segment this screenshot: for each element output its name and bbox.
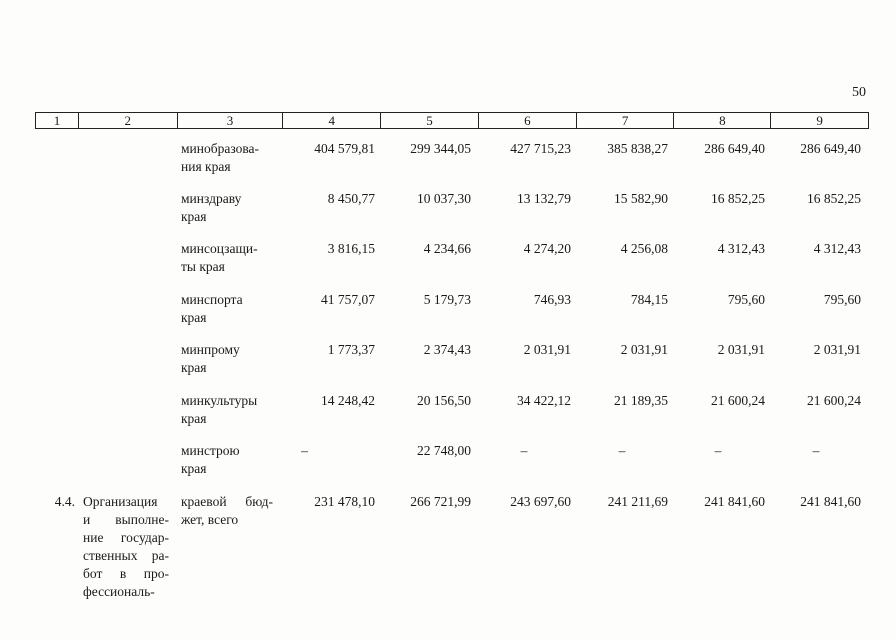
- value-cell: 34 422,12: [517, 393, 571, 408]
- value-cell: 22 748,00: [417, 443, 471, 458]
- header-cell: 7: [577, 113, 675, 128]
- header-cell: 9: [816, 113, 823, 128]
- row-label: минсоцзащи- ты края: [181, 241, 258, 274]
- value-cell: 241 211,69: [607, 494, 668, 509]
- value-cell: 4 256,08: [620, 241, 668, 256]
- value-cell: 746,93: [533, 292, 571, 307]
- row-label: минпрому края: [181, 342, 240, 375]
- row-label: минздраву края: [181, 191, 242, 224]
- value-cell: 21 600,24: [807, 393, 861, 408]
- value-cell: 404 579,81: [314, 141, 375, 156]
- header-cell: 1: [36, 113, 79, 128]
- value-cell: 784,15: [630, 292, 668, 307]
- row-label: минкультуры края: [181, 393, 258, 426]
- value-cell: –: [618, 443, 626, 458]
- value-cell: 41 757,07: [321, 292, 375, 307]
- value-cell: 10 037,30: [417, 191, 471, 206]
- value-cell: 4 234,66: [423, 241, 471, 256]
- value-cell: –: [301, 443, 308, 458]
- value-cell: –: [714, 443, 722, 458]
- header-cell: 8: [674, 113, 771, 128]
- value-cell: –: [812, 443, 820, 458]
- value-cell: 4 274,20: [523, 241, 571, 256]
- value-cell: 20 156,50: [417, 393, 471, 408]
- value-cell: 4 312,43: [717, 241, 765, 256]
- page-number: 50: [852, 85, 866, 100]
- value-cell: 241 841,60: [704, 494, 765, 509]
- value-cell: 286 649,40: [704, 141, 765, 156]
- value-cell: 795,60: [823, 292, 861, 307]
- table-header-row: [35, 112, 869, 129]
- value-cell: 427 715,23: [510, 141, 571, 156]
- row-label: минстрою края: [181, 443, 240, 476]
- value-cell: 266 721,99: [410, 494, 471, 509]
- value-cell: 13 132,79: [517, 191, 571, 206]
- value-cell: 16 852,25: [711, 191, 765, 206]
- value-cell: 14 248,42: [321, 393, 375, 408]
- row-label: минобразова- ния края: [181, 141, 260, 174]
- section-number: 4.4.: [54, 494, 75, 509]
- value-cell: 2 031,91: [620, 342, 668, 357]
- value-cell: 21 189,35: [614, 393, 668, 408]
- value-cell: 243 697,60: [510, 494, 571, 509]
- row-label: минспорта края: [181, 292, 243, 325]
- value-cell: 286 649,40: [800, 141, 861, 156]
- value-cell: 385 838,27: [607, 141, 668, 156]
- value-cell: 231 478,10: [314, 494, 375, 509]
- value-cell: 16 852,25: [807, 191, 861, 206]
- value-cell: 2 031,91: [813, 342, 861, 357]
- value-cell: 2 031,91: [717, 342, 765, 357]
- value-cell: 299 344,05: [410, 141, 471, 156]
- value-cell: 3 816,15: [327, 241, 375, 256]
- header-cell: 4: [283, 113, 381, 128]
- header-cell: 3: [178, 113, 284, 128]
- value-cell: 8 450,77: [327, 191, 375, 206]
- value-cell: 5 179,73: [423, 292, 471, 307]
- value-cell: 15 582,90: [614, 191, 668, 206]
- section-title: Организация и выполне- ние государ- ственных ра- бот в про- фессиональ-: [83, 494, 169, 599]
- value-cell: 241 841,60: [800, 494, 861, 509]
- header-cell: 2: [79, 113, 178, 128]
- value-cell: 2 031,91: [523, 342, 571, 357]
- header-cell: 6: [479, 113, 577, 128]
- header-cell: 5: [381, 113, 479, 128]
- value-cell: 1 773,37: [327, 342, 375, 357]
- value-cell: 4 312,43: [813, 241, 861, 256]
- value-cell: 2 374,43: [423, 342, 471, 357]
- value-cell: –: [520, 443, 528, 458]
- value-cell: 795,60: [727, 292, 765, 307]
- value-cell: 21 600,24: [711, 393, 765, 408]
- row-label: краевой бюд- жет, всего: [181, 494, 273, 527]
